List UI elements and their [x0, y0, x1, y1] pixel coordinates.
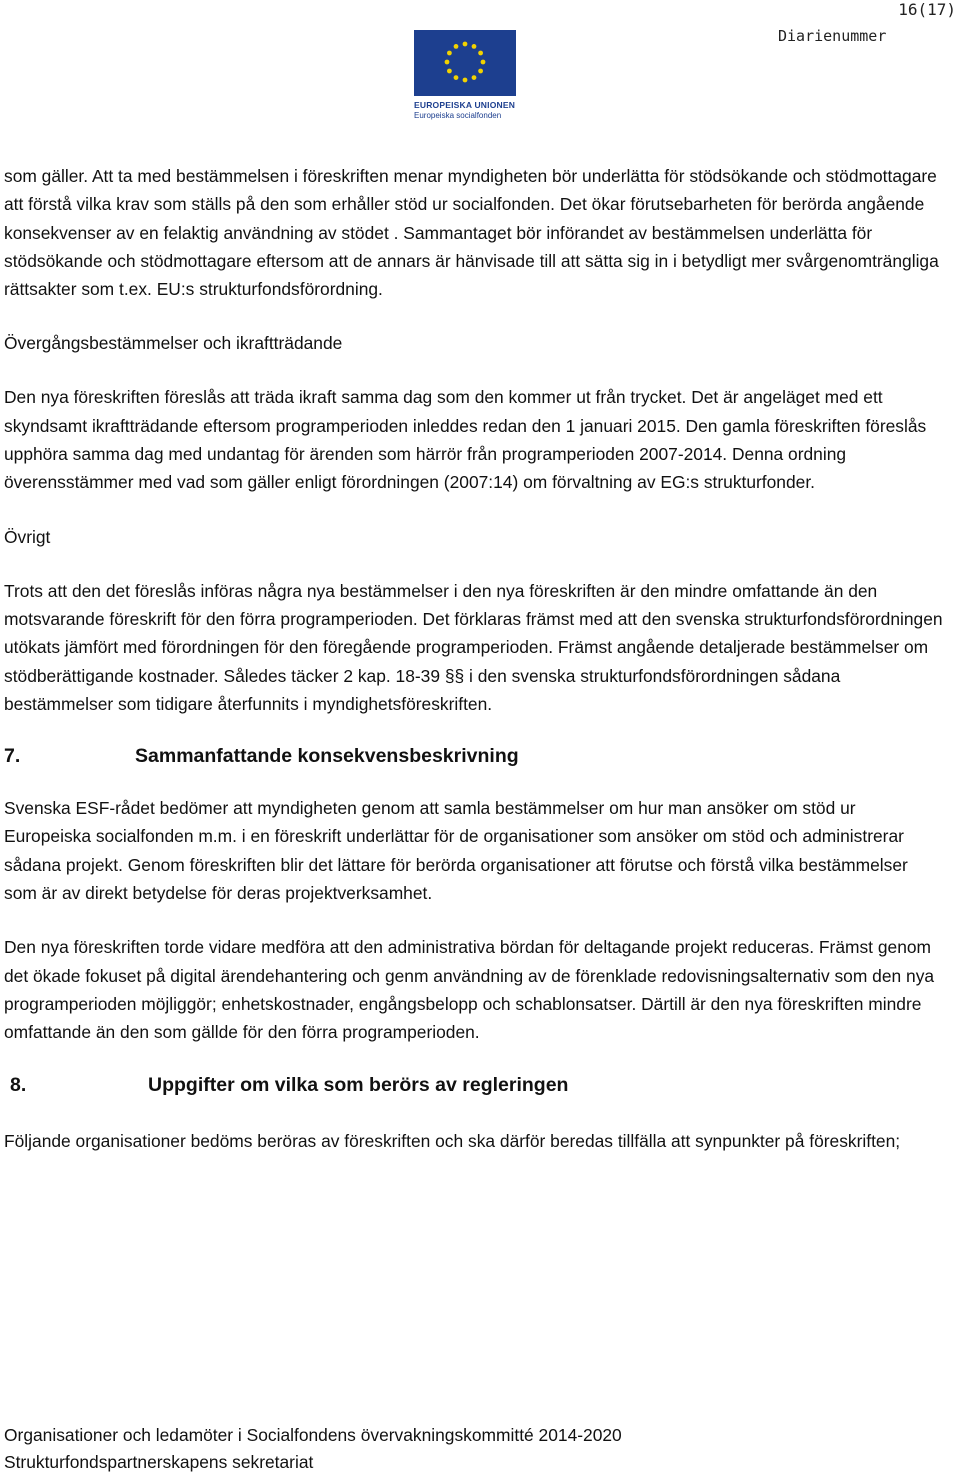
- footer-line: Organisationer och ledamöter i Socialfondens övervakningskommitté 2014-2020: [4, 1425, 622, 1445]
- section-number: 7.: [4, 745, 21, 768]
- logo-text-esf: Europeiska socialfonden: [414, 111, 502, 120]
- subheading-ovrigt: Övrigt: [4, 526, 51, 547]
- section-number: 8.: [10, 1073, 27, 1096]
- paragraph: Följande organisationer bedöms beröras av föreskriften och ska därför beredas tillfälla att synpunkter på föreskriften;: [4, 1130, 901, 1151]
- eu-logo: [414, 30, 518, 124]
- eu-flag-icon: [414, 30, 516, 96]
- paragraph: Svenska ESF-rådet bedömer att myndigheten genom att samla bestämmelser om hur man ansöker om stöd ur Europeiska socialfonden m.m. i en föreskrift underlättar för de organisationer som ansöker om stöd och administrerar sådana projekt. Genom föreskriften blir det lättare för berörda organisationer att förutse och förstå vilka bestämmelser som är av direkt betydelse för deras projektverksamhet.: [4, 798, 908, 904]
- footer-line: Strukturfondspartnerskapens sekretariat: [4, 1452, 314, 1472]
- diarienummer-label: Diarienummer: [778, 27, 887, 45]
- paragraph: Trots att den det föreslås införas några nya bestämmelser i den nya föreskriften är den mindre omfattande än den motsvarande föreskrift för den förra programperioden. Det förklaras främst med att den svenska strukturfondsförordningen utökats jämfört med förordningen för den föregående programperioden. Främst angående detaljerade bestämmelser om stödberättigande kostnader. Således täcker 2 kap. 18-39 §§ i den svenska strukturfondsförordningen sådana bestämmelser som tidigare återfunnits i myndighetsföreskriften.: [4, 580, 943, 714]
- paragraph: Den nya föreskriften torde vidare medföra att den administrativa bördan för deltagande projekt reduceras. Främst genom det ökade fokuset på digital ärendehantering och genm användning av de förenklade redovisningsalternativ som den nya programperioden möjliggör; enhetskostnader, engångsbelopp och schablonsatser. Därtill är den nya föreskriften mindre omfattande än den som gällde för den förra programperioden.: [4, 937, 935, 1043]
- subheading-overgangsbestammelser: Övergångsbestämmelser och ikraftträdande: [4, 333, 343, 354]
- section-heading-7: [4, 742, 944, 770]
- logo-text-eu: EUROPEISKA UNIONEN: [414, 100, 516, 110]
- paragraph: Den nya föreskriften föreslås att träda ikraft samma dag som den kommer ut från trycket. Det är angeläget med ett skyndsamt ikraftträdande eftersom programperioden inleddes redan den 1 januari 2015. Den gamla föreskriften föreslås upphöra samma dag med undantag för ärenden som härrör från programperioden 2007-2014. Denna ordning överensstämmer med vad som gäller enligt förordningen (2007:14) om förvaltning av EG:s strukturfonder.: [4, 387, 927, 493]
- footer: [4, 1422, 622, 1476]
- section-title: Sammanfattande konsekvensbeskrivning: [135, 745, 519, 768]
- document-body: [4, 162, 944, 1159]
- section-heading-8: [4, 1071, 944, 1099]
- page-number: 16(17): [898, 0, 956, 19]
- paragraph: som gäller. Att ta med bestämmelsen i föreskriften menar myndigheten bör underlätta för stödsökande och stödmottagare att förstå vilka krav som ställs på den som erhåller stöd ur socialfonden. Det ökar förutsebarheten för berörda angående konsekvenser av en felaktig användning av stödet . Sammantaget bör införandet av bestämmelsen underlätta för stödsökande och stödmottagare eftersom att de annars är hänvisade till att sätta sig in i betydligt mer svårgenomträngliga rättsakter som t.ex. EU:s strukturfondsförordning.: [4, 166, 939, 300]
- section-title: Uppgifter om vilka som berörs av regleringen: [148, 1073, 569, 1096]
